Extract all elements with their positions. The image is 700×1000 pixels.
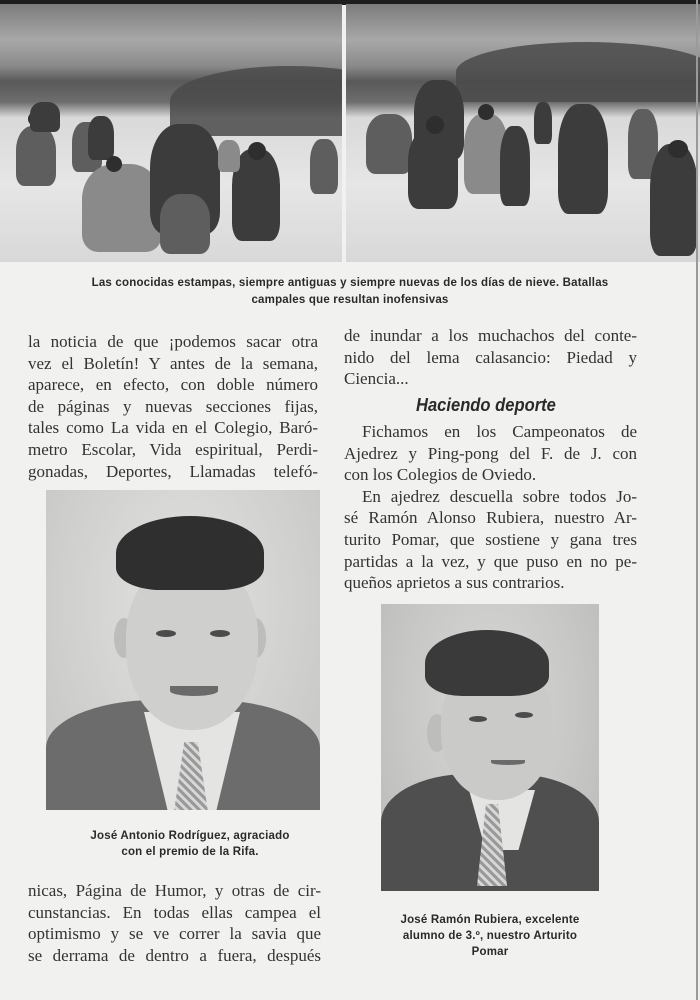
figure [650,144,698,256]
figure [408,129,458,209]
portrait-jose-antonio-rodriguez [46,490,320,810]
text-line: aparece, en efecto, con doble número [28,375,318,395]
eye [469,716,487,722]
text-line: En ajedrez descuella sobre todos Jo- [362,486,637,506]
text-line: partidas a la vez, y que puso en no pe- [344,551,637,571]
text-line: queños aprietos a sus contrarios. [344,573,565,593]
portrait-right-caption [370,912,610,960]
left-column-bottom-text [28,880,321,966]
figure [16,126,56,186]
text-line: con los Colegios de Oviedo. [344,465,537,485]
hair [116,516,264,590]
snowball-fight-photo-right [346,4,700,262]
eye [210,630,230,637]
figure-head [248,142,266,160]
caption-line: alumno de 3.º, nuestro Arturito [402,930,578,942]
caption-line: con el premio de la Rifa. [121,846,259,858]
caption-line: José Ramón Rubiera, excelente [400,914,580,926]
text-line: Fichamos en los Campeonatos de [362,422,637,441]
text-line: vez el Boletín! Y antes de la semana, [28,353,318,373]
mouth [491,760,525,765]
text-line: Ajedrez y Ping-pong del F. de J. con [344,443,637,463]
top-photo-caption [20,275,680,309]
text-line: turito Pomar, que sostiene y gana tres [344,529,637,549]
figure [218,140,240,172]
text-line: optimismo y se ve correr la savia que [28,924,321,944]
caption-line: Pomar [471,946,509,958]
text-line: nicas, Página de Humor, y otras de cir- [28,881,321,900]
figure [366,114,412,174]
figure [160,194,210,254]
figure [88,116,114,160]
right-column-top-text [344,325,637,390]
text-line: de páginas y nuevas secciones fijas, [28,396,318,416]
portrait-left-caption [40,828,340,860]
figure-head [668,140,688,158]
sport-section-text [344,421,637,594]
figure [500,126,530,206]
figure-head [426,116,444,134]
text-line: se derrama de dentro a fuera, después [28,945,321,965]
text-line: metro Escolar, Vida espiritual, Perdi- [28,439,318,459]
caption-line: José Antonio Rodríguez, agraciado [90,830,290,842]
section-heading: Haciendo deporte [416,395,556,415]
text-line: tales como La vida en el Colegio, Baró- [28,418,318,438]
figure [534,102,552,144]
page-edge-line [696,0,698,1000]
figure [30,102,60,132]
text-line: sé Ramón Alonso Rubiera, nuestro Ar- [344,508,637,528]
figure-head [106,156,122,172]
portrait-jose-ramon-rubiera [381,604,599,891]
eye [515,712,533,718]
mouth [170,686,218,696]
top-caption-line-2: campales que resultan inofensivas [251,294,449,306]
text-line: gonadas, Deportes, Llamadas telefó- [28,461,318,481]
eye [156,630,176,637]
text-line: nido del lema calasancio: Piedad y [344,347,637,367]
figure [310,139,338,194]
text-line: Ciencia... [344,369,409,389]
text-line: la noticia de que ¡podemos sacar otra [28,332,318,351]
hair [425,630,549,696]
snowball-fight-photo-left [0,4,342,262]
text-line: de inundar a los muchachos del conte- [344,326,637,345]
left-column-top-text [28,331,318,482]
text-line: cunstancias. En todas ellas campea el [28,902,321,922]
top-caption-line-1: Las conocidas estampas, siempre antiguas y siempre nuevas de los días de nieve. Batallas [91,277,609,289]
dark-hillside [456,42,700,102]
figure-head [478,104,494,120]
figure [558,104,608,214]
